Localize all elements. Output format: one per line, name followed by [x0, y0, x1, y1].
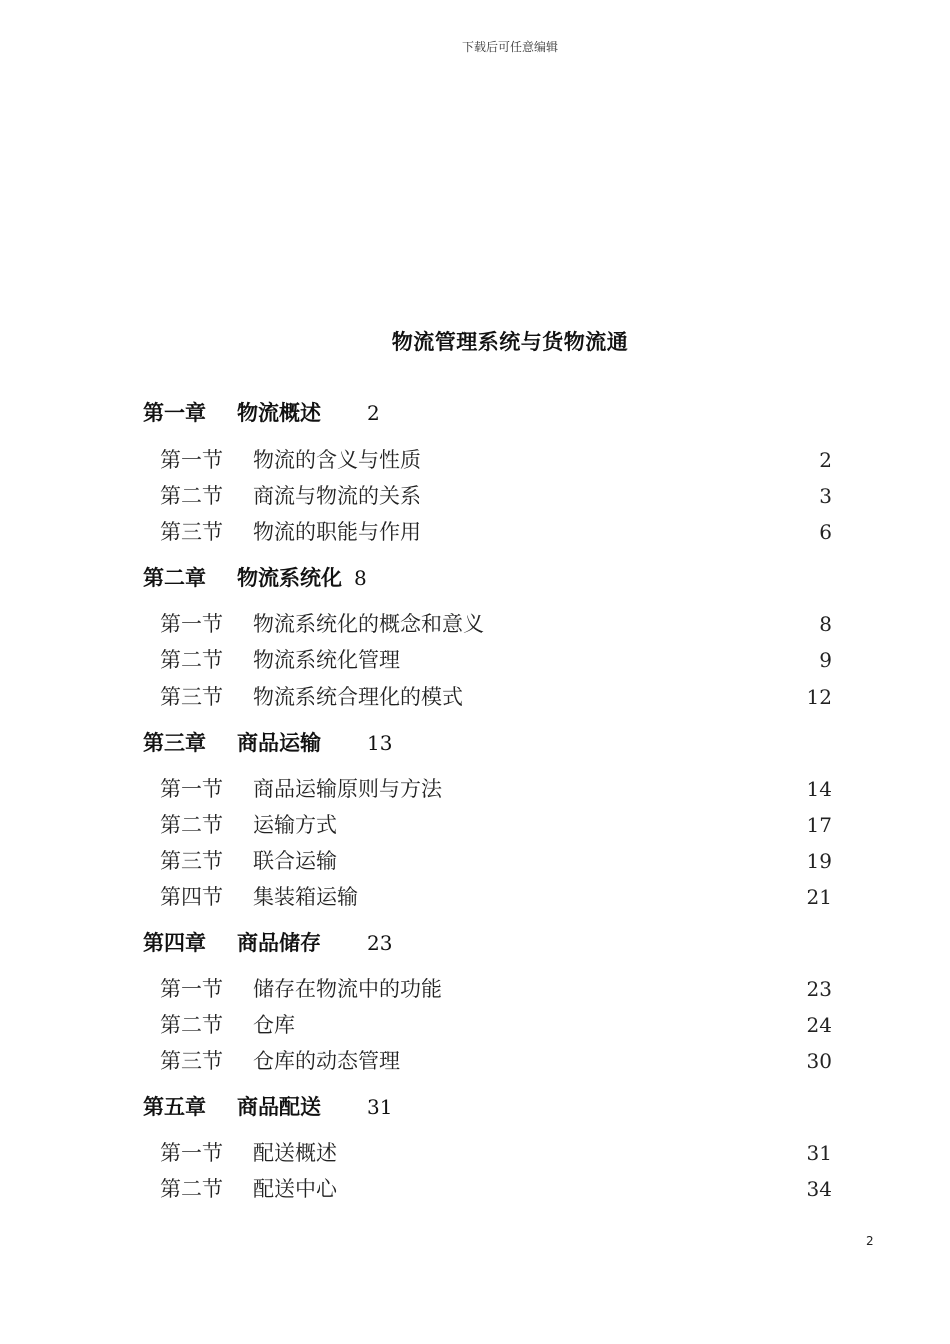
- section-page: 6: [819, 520, 832, 544]
- toc-chapter[interactable]: [143, 728, 392, 758]
- document-title: 物流管理系统与货物流通: [391, 330, 629, 354]
- chapter-number: 第四章: [143, 931, 206, 955]
- chapter-title: 商品运输: [237, 731, 321, 755]
- chapter-title: 商品配送: [237, 1095, 321, 1119]
- toc-section[interactable]: [160, 517, 832, 547]
- section-page: 31: [806, 1141, 832, 1165]
- toc-section[interactable]: [160, 846, 832, 876]
- toc-section[interactable]: [160, 445, 832, 475]
- toc-section[interactable]: [160, 682, 832, 712]
- chapter-page: 2: [367, 401, 380, 425]
- section-number: 第一节: [160, 612, 223, 636]
- section-number: 第二节: [160, 648, 223, 672]
- section-page: 19: [806, 849, 832, 873]
- section-page: 24: [806, 1013, 832, 1037]
- toc-section[interactable]: [160, 882, 832, 912]
- section-page: 21: [806, 885, 832, 909]
- toc-section[interactable]: [160, 774, 832, 804]
- section-title: 物流的含义与性质: [253, 448, 421, 472]
- chapter-number: 第五章: [143, 1095, 206, 1119]
- toc-chapter[interactable]: [143, 563, 367, 593]
- toc-section[interactable]: [160, 645, 832, 675]
- section-number: 第一节: [160, 1141, 223, 1165]
- chapter-number: 第三章: [143, 731, 206, 755]
- section-title: 配送概述: [253, 1141, 337, 1165]
- section-title: 商品运输原则与方法: [253, 777, 442, 801]
- section-title: 储存在物流中的功能: [253, 977, 442, 1001]
- section-title: 商流与物流的关系: [253, 484, 421, 508]
- section-number: 第二节: [160, 1013, 223, 1037]
- section-number: 第四节: [160, 885, 223, 909]
- section-number: 第三节: [160, 685, 223, 709]
- toc-section[interactable]: [160, 1046, 832, 1076]
- page-number: 2: [866, 1234, 874, 1248]
- section-page: 30: [806, 1049, 832, 1073]
- section-page: 34: [806, 1177, 832, 1201]
- section-number: 第三节: [160, 1049, 223, 1073]
- section-number: 第二节: [160, 813, 223, 837]
- chapter-number: 第二章: [143, 566, 206, 590]
- section-title: 集装箱运输: [253, 885, 358, 909]
- section-number: 第一节: [160, 977, 223, 1001]
- section-title: 仓库的动态管理: [253, 1049, 400, 1073]
- section-page: 3: [819, 484, 832, 508]
- section-number: 第二节: [160, 1177, 223, 1201]
- toc-section[interactable]: [160, 481, 832, 511]
- toc-chapter[interactable]: [143, 398, 380, 428]
- toc-section[interactable]: [160, 609, 832, 639]
- toc-chapter[interactable]: [143, 1092, 392, 1122]
- section-page: 23: [806, 977, 832, 1001]
- chapter-number: 第一章: [143, 401, 206, 425]
- section-page: 17: [806, 813, 832, 837]
- chapter-page: 31: [367, 1095, 393, 1119]
- toc-section[interactable]: [160, 1010, 832, 1040]
- section-page: 9: [819, 648, 832, 672]
- section-number: 第三节: [160, 520, 223, 544]
- section-number: 第二节: [160, 484, 223, 508]
- section-page: 14: [806, 777, 832, 801]
- section-title: 运输方式: [253, 813, 337, 837]
- chapter-page: 23: [367, 931, 393, 955]
- chapter-title: 商品储存: [237, 931, 321, 955]
- toc-section[interactable]: [160, 810, 832, 840]
- chapter-title: 物流系统化: [237, 566, 342, 590]
- toc-section[interactable]: [160, 1138, 832, 1168]
- section-page: 12: [806, 685, 832, 709]
- toc-section[interactable]: [160, 974, 832, 1004]
- section-number: 第三节: [160, 849, 223, 873]
- section-title: 物流系统化管理: [253, 648, 400, 672]
- section-number: 第一节: [160, 448, 223, 472]
- chapter-title: 物流概述: [237, 401, 321, 425]
- chapter-page: 13: [367, 731, 393, 755]
- toc-chapter[interactable]: [143, 928, 392, 958]
- section-title: 联合运输: [253, 849, 337, 873]
- section-title: 物流的职能与作用: [253, 520, 421, 544]
- toc-section[interactable]: [160, 1174, 832, 1204]
- section-title: 配送中心: [253, 1177, 337, 1201]
- section-page: 2: [819, 448, 832, 472]
- section-number: 第一节: [160, 777, 223, 801]
- page-header: 下载后可任意编辑: [461, 40, 558, 54]
- section-title: 物流系统合理化的模式: [253, 685, 463, 709]
- section-title: 仓库: [253, 1013, 295, 1037]
- chapter-page: 8: [354, 566, 367, 590]
- section-title: 物流系统化的概念和意义: [253, 612, 484, 636]
- section-page: 8: [819, 612, 832, 636]
